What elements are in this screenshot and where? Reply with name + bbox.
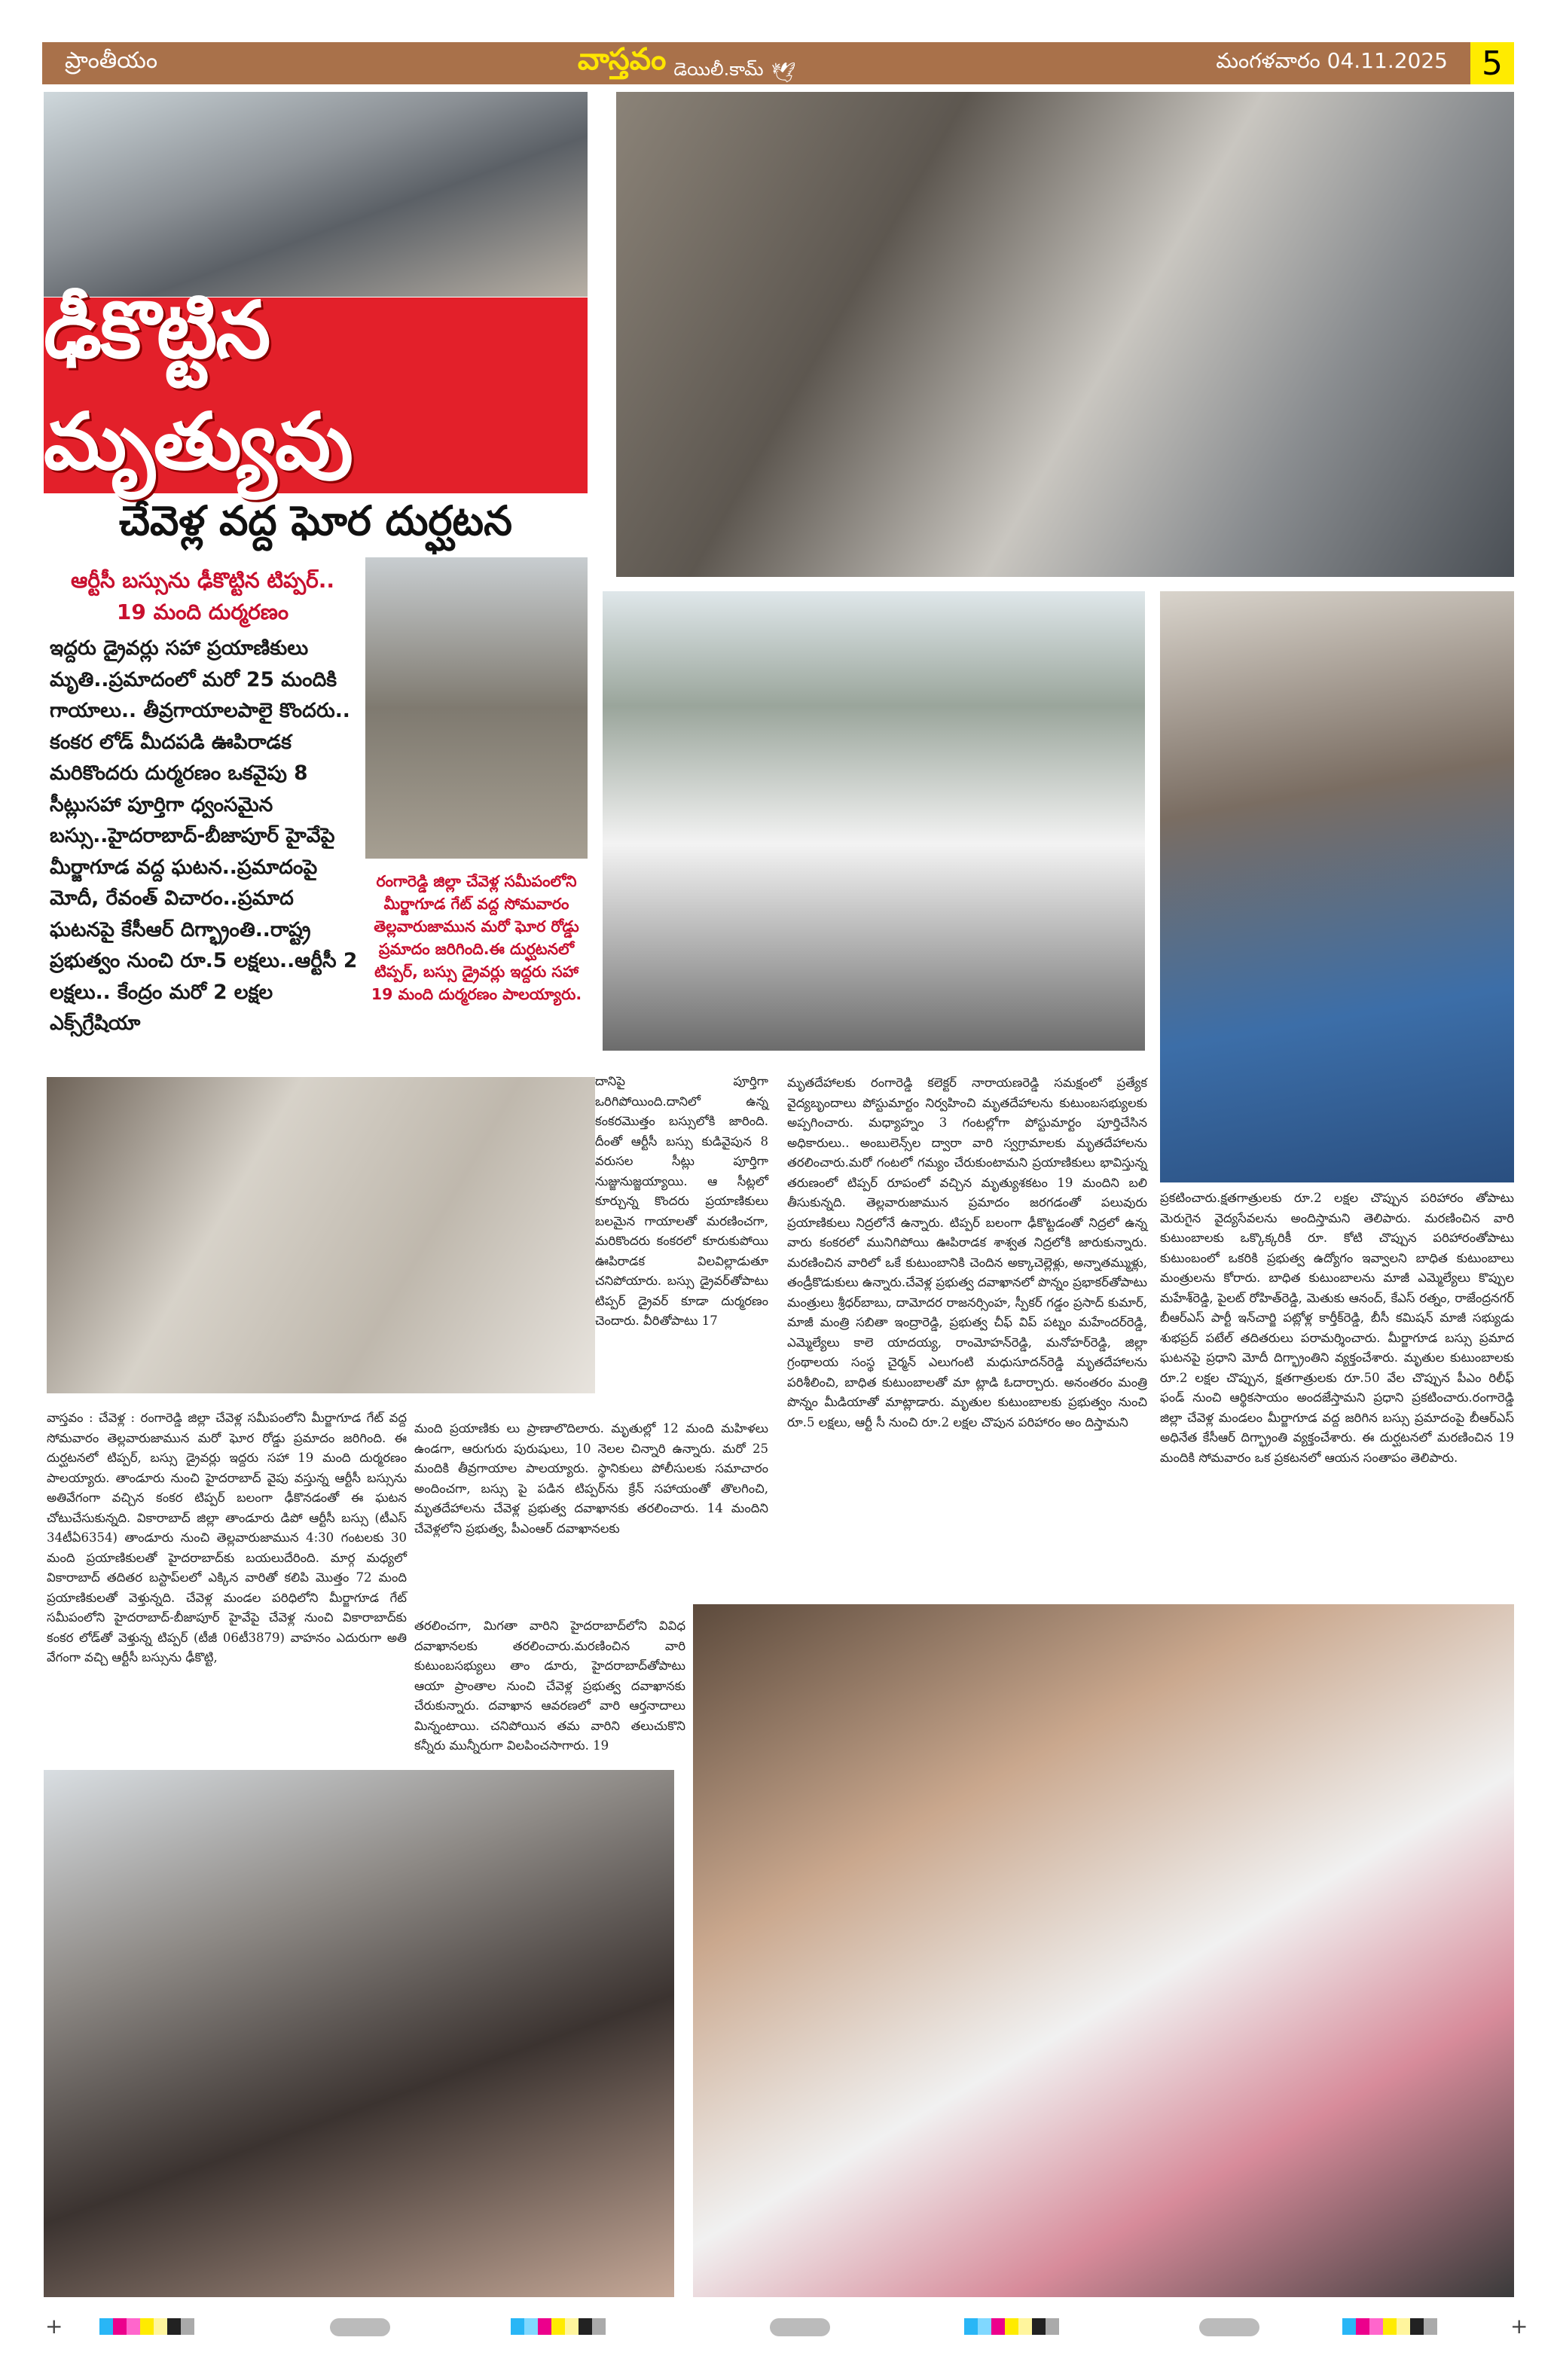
subheadline: చేవెళ్ల వద్ద ఘోర దుర్ఘటన <box>118 497 513 545</box>
article-column-3: మంది ప్రయాణికు లు ప్రాణాలొదిలారు. మృతుల్లో 12 మంది మహిళలు ఉండగా, ఆరుగురు పురుషులు, 10 నెలల చిన్నారి ఉన్నారు. మరో 25 మందికి తీవ్రగాయాల పాలయ్యారు. స్థానికులు పోలీసులకు సమాచారం అందించగా, బస్సు పై పడిన టిప్పర్‌ను క్రేన్ సహాయంతో తొలగించి, మృతదేహాలను చేవెళ్ల ప్రభుత్వ దవాఖానకు తరలించారు. 14 మందిని చేవెళ్లలోని ప్రభుత్వ, పీఎంఆర్ దవాఖానలకు <box>414 1421 768 1536</box>
masthead-logo <box>578 42 796 84</box>
bird-icon: 🕊 <box>771 62 796 84</box>
article-column-5: ప్రకటించారు.క్షతగాత్రులకు రూ.2 లక్షల చొప్పున పరిహారం తోపాటు మెరుగైన వైద్యసేవలను అందిస్తామని తెలిపారు. మరణించిన వారి కుటుంబాలకు ఒక్కొక్కరికీ రూ. కోటి చొప్పున పరిహారంతోపాటు కుటుంబంలో ఒకరికి ప్రభుత్వ ఉద్యోగం ఇవ్వాలని బాధిత కుటుంబాలు మంత్రులను కోరారు. బాధిత కుటుంబాలను మాజీ ఎమ్మెల్యేలు కొప్పుల మహేశ్‌రెడ్డి, పైలట్ రోహిత్‌రెడ్డి, మెతుకు ఆనంద్, కేఎస్ రత్నం, రాజేంద్రనగర్ బీఆర్‌ఎస్ పార్టీ ఇన్‌చార్జి పట్లోళ్ల కార్తీక్‌రెడ్డి, బీసీ కమిషన్ మాజీ సభ్యుడు శుభప్రద్ పటేల్ తదితరులు పరామర్శించారు. మీర్జాగూడ బస్సు ప్రమాద ఘటనపై ప్రధాని మోదీ దిగ్భ్రాంతిని వ్యక్తంచేశారు. మృతుల కుటుంబాలకు రూ.2 లక్షల చొప్పున, క్షతగాత్రులకు రూ.50 వేల చొప్పున పీఎం రిలీఫ్ ఫండ్ నుంచి ఆర్థికసాయం అందజేస్తామని ప్రధాని ప్రకటించారు.రంగారెడ్డి జిల్లా చేవెళ్ల మండలం మీర్జాగూడ వద్ద జరిగిన బస్సు ప్రమాదంపై బీఆర్‌ఎస్ అధినేత కేసీఆర్ దిగ్భ్రాంతి వ్యక్తంచేశారు. ఈ దుర్ఘటనలో మరణించిన 19 మందికి సోమవారం ఒక ప్రకటనలో ఆయన సంతాపం తెలిపారు. <box>1160 1191 1514 1465</box>
issue-date: మంగళవారం 04.11.2025 <box>1216 48 1448 73</box>
brand-name: వాస్తవం <box>577 42 667 77</box>
summary-highlights: ఇద్దరు డ్రైవర్లు సహా ప్రయాణికులు మృతి..ప్రమాదంలో మరో 25 మందికి గాయాలు.. తీవ్రగాయాలపాలై కొందరు.. కంకర లోడ్ మీదపడి ఊపిరాడక మరికొందరు దుర్మరణం ఒకవైపు 8 సీట్లుసహా పూర్తిగా ధ్వంసమైన బస్సు..హైదరాబాద్-బీజాపూర్ హైవేపై మీర్జాగూడ వద్ద ఘటన..ప్రమాదంపై మోదీ, రేవంత్ విచారం..ప్రమాద ఘటనపై కేసీఆర్ దిగ్భ్రాంతి..రాష్ట్ర ప్రభుత్వం నుంచి రూ.5 లక్షలు..ఆర్టీసీ 2 లక్షలు.. కేంద్రం మరో 2 లక్షల ఎక్స్‌గ్రేషియా <box>50 636 358 1035</box>
photo-woman-in-gravel <box>47 1077 595 1393</box>
registration-mark <box>770 2318 830 2336</box>
article-column-2: వాస్తవం : చేవెళ్ల : రంగారెడ్డి జిల్లా చేవెళ్ల సమీపంలోని మీర్జాగూడ గేట్ వద్ద సోమవారం తెల్లవారుజామున మరో ఘోర రోడ్డు ప్రమాదం జరిగింది. ఈ దుర్ఘటనలో టిప్పర్, బస్సు డ్రైవర్లు ఇద్దరు సహా 19 మంది దుర్మరణం పాలయ్యారు. తాండూరు నుంచి హైదరాబాద్ వైపు వస్తున్న ఆర్టీసీ బస్సును అతివేగంగా వచ్చిన కంకర టిప్పర్ బలంగా ఢీకొనడంతో ఈ ఘటన చోటుచేసుకున్నది. వికారాబాద్ జిల్లా తాండూరు డిపో ఆర్టీసీ బస్సు (టీఎస్ 34టీఏ6354) తాండూరు నుంచి తెల్లవారుజామున 4:30 గంటలకు 30 మంది ప్రయాణికులతో హైదరాబాద్‌కు బయలుదేరింది. మార్గ మధ్యలో వికారాబాద్ తదితర బస్టాప్‌లలో ఎక్కిన వారితో కలిపి మొత్తం 72 మంది ప్రయాణికులతో వెళ్తున్నది. చేవెళ్ల మండల పరిధిలోని మీర్జాగూడ గేట్ సమీపంలోని హైదరాబాద్-బీజాపూర్ హైవేపై చేవెళ్ల నుంచి వికారాబాద్‌కు కంకర లోడ్‌తో వెళ్తున్న టిప్పర్ (టీజీ 06టీ3879) వాహనం ఎదురుగా అతి వేగంగా వచ్చి ఆర్టీసీ బస్సును ఢీకొట్టి, <box>47 1411 407 1664</box>
kicker-line-1: ఆర్టీసీ బస్సును ఢీకొట్టిన టిప్పర్.. <box>71 568 334 593</box>
page-header <box>42 42 1470 84</box>
color-bar <box>1342 2318 1437 2335</box>
crop-mark-left: + <box>45 2314 63 2339</box>
brand-suffix: డెయిలీ.కామ్ <box>673 59 764 80</box>
article-column-1: దానిపై పూర్తిగా ఒరిగిపోయింది.దానిలో ఉన్న కంకరమొత్తం బస్సులోకి జారింది. దీంతో ఆర్టీసీ బస్సు కుడివైపున 8 వరుసల సీట్లు పూర్తిగా నుజ్జునుజ్జయ్యాయి. ఆ సీట్లలో కూర్చున్న కొందరు ప్రయాణికులు బలమైన గాయాలతో మరణించగా, మరికొందరు కంకరలో కూరుకుపోయి ఊపిరాడక విలవిల్లాడుతూ చనిపోయారు. బస్సు డ్రైవర్‌తోపాటు టిప్పర్ డ్రైవర్ కూడా దుర్మరణం చెందారు. వీరితోపాటు 17 <box>595 1074 768 1328</box>
article-column-4: మృతదేహాలకు రంగారెడ్డి కలెక్టర్ నారాయణరెడ్డి సమక్షంలో ప్రత్యేక వైద్యబృందాలు పోస్టుమార్టం నిర్వహించి మృతదేహాలను కుటుంబసభ్యులకు అప్పగించారు. మధ్యాహ్నం 3 గంటల్లోగా పోస్టుమార్టం పూర్తిచేసిన అధికారులు.. అంబులెన్స్‌ల ద్వారా వారి స్వగ్రామాలకు మృతదేహాలను తరలించారు.మరో గంటలో గమ్యం చేరుకుంటామని ప్రయాణికులు భావిస్తున్న తరుణంలో టిప్పర్ రూపంలో వచ్చిన మృత్యుశకటం 19 మందిని బలి తీసుకున్నది. తెల్లవారుజామున ప్రమాదం జరగడంతో పలువురు ప్రయాణికులు నిద్రలోనే ఉన్నారు. టిప్పర్ బలంగా ఢీకొట్టడంతో నిద్రలో ఉన్న వారు కంకరలో మునిగిపోయి ఊపిరాడక శాశ్వత నిద్రలోకి జారుకున్నారు. మరణించిన వారిలో ఒకే కుటుంబానికి చెందిన అక్కాచెల్లెళ్లు, అన్నాతమ్ముళ్లు, తండ్రీకొడుకులు ఉన్నారు.చేవెళ్ల ప్రభుత్వ దవాఖానలో పొన్నం ప్రభాకర్‌తోపాటు మంత్రులు శ్రీధర్‌బాబు, దామోదర రాజనర్సింహ, స్పీకర్ గడ్డం ప్రసాద్ కుమార్, మాజీ మంత్రి సబితా ఇంద్రారెడ్డి, ప్రభుత్వ చీఫ్ విప్ పట్నం మహేందర్‌రెడ్డి, ఎమ్మెల్యేలు కాలె యాదయ్య, రాంమోహన్‌రెడ్డి, మనోహర్‌రెడ్డి, జిల్లా గ్రంథాలయ సంస్థ చైర్మన్ ఎలుగంటి మధుసూదన్‌రెడ్డి మృతదేహాలను పరిశీలించి, బాధిత కుటుంబాలతో మా ట్లాడి ఓదార్చారు. అనంతరం మంత్రి పొన్నం మీడియాతో మాట్లాడారు. మృతుల కుటుంబాలకు ప్రభుత్వం నుంచి రూ.5 లక్షలు, ఆర్టీ సీ నుంచి రూ.2 లక్షల చొపున పరిహారం అం దిస్తామని <box>787 1076 1147 1430</box>
headline-box <box>44 284 588 493</box>
crop-mark-right: + <box>1510 2314 1528 2339</box>
section-name: ప్రాంతీయం <box>65 47 158 74</box>
photo-rescue-bus-wreck <box>44 92 588 297</box>
photo-caption: రంగారెడ్డి జిల్లా చేవెళ్ల సమీపంలోని మీర్జాగూడ గేట్ వద్ద సోమవారం తెల్లవారుజామున మరో ఘోర రోడ్డు ప్రమాదం జరిగింది.ఈ దుర్ఘటనలో టిప్పర్, బస్సు డ్రైవర్లు ఇద్దరు సహా 19 మంది దుర్మరణం పాలయ్యారు. <box>371 872 582 1003</box>
headline: ఢీకొట్టిన మృత్యువు <box>44 284 352 487</box>
registration-mark <box>1199 2318 1259 2336</box>
photo-ministers-visit <box>603 591 1145 1051</box>
photo-grieving-woman <box>1160 591 1514 1182</box>
article-column-3-continued: తరలించగా, మిగతా వారిని హైదరాబాద్‌లోని వివిధ దవాఖానలకు తరలించారు.మరణించిన వారి కుటుంబసభ్యులు తాం డూరు, హైదరాబాద్‌తోపాటు ఆయా ప్రాంతాల నుంచి చేవెళ్ల ప్రభుత్వ దవాఖానకు చేరుకున్నారు. దవాఖాన ఆవరణలో వారి ఆర్తనాదాలు మిన్నంటాయి. చనిపోయిన తమ వారిని తలుచుకొని కన్నీరు మున్నీరుగా విలపించసాగారు. 19 <box>414 1619 685 1753</box>
page-number: 5 <box>1470 42 1514 84</box>
color-bar <box>964 2318 1059 2335</box>
kicker-line-2: 19 మంది దుర్మరణం <box>116 600 289 624</box>
kicker <box>44 565 362 628</box>
color-bar <box>511 2318 606 2335</box>
registration-mark <box>330 2318 390 2336</box>
photo-mourning-crowd <box>693 1604 1514 2297</box>
photo-wreck-site <box>365 557 588 859</box>
photo-relatives-crying <box>44 1770 674 2297</box>
color-bar <box>99 2318 194 2335</box>
photo-crashed-bus <box>616 92 1514 577</box>
